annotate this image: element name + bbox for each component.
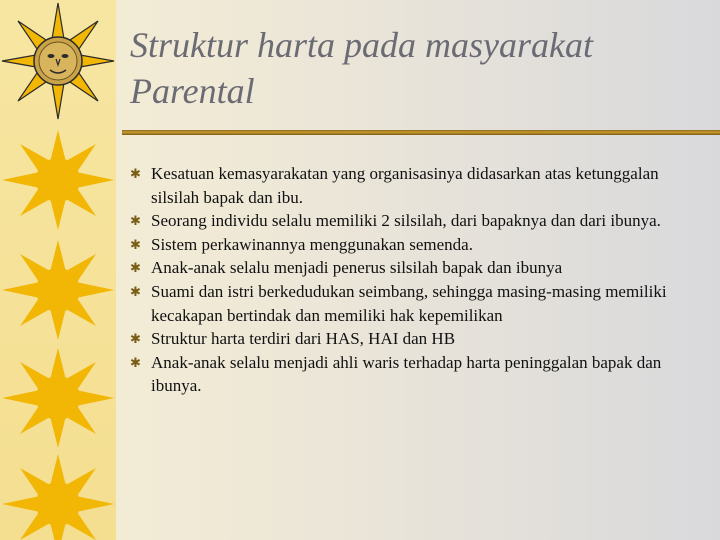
- bullet-text: Kesatuan kemasyarakatan yang organisasinya didasarkan atas ketunggalan silsilah bapak dan ibu.: [151, 164, 659, 207]
- bullet-text: Sistem perkawinannya menggunakan semenda.: [151, 234, 473, 254]
- slide-title: Struktur harta pada masyarakat Parental: [130, 25, 593, 111]
- decorative-sidebar: [0, 0, 116, 540]
- bullet-text: Struktur harta terdiri dari HAS, HAI dan HB: [151, 329, 456, 349]
- bullet-text: Suami dan istri berkedudukan seimbang, sehingga masing-masing memiliki kecakapan bertindak dan memiliki hak kepemilikan: [151, 281, 667, 325]
- sun-face-icon: [0, 0, 116, 122]
- bullet-item: [130, 327, 700, 351]
- sunburst-icon: [0, 346, 116, 450]
- sunburst-icon: [0, 238, 116, 342]
- bullet-item: [130, 162, 700, 209]
- star-bullet-icon: ✱: [130, 331, 141, 347]
- star-bullet-icon: ✱: [130, 236, 141, 252]
- bullet-list: [130, 162, 700, 398]
- bullet-item: [130, 256, 700, 280]
- sunburst-icon: [0, 128, 116, 232]
- bullet-text: Seorang individu selalu memiliki 2 silsilah, dari bapaknya dan dari ibunya.: [151, 211, 661, 231]
- star-bullet-icon: ✱: [130, 283, 141, 299]
- star-bullet-icon: ✱: [130, 213, 141, 229]
- title-divider: [122, 130, 720, 135]
- bullet-text: Anak-anak selalu menjadi ahli waris terhadap harta peninggalan bapak dan ibunya.: [151, 352, 662, 396]
- star-bullet-icon: ✱: [130, 354, 141, 370]
- bullet-text: Anak-anak selalu menjadi penerus silsilah bapak dan ibunya: [151, 258, 563, 278]
- bullet-item: [130, 280, 700, 327]
- star-bullet-icon: ✱: [130, 166, 141, 181]
- bullet-item: [130, 233, 700, 257]
- bullet-item: [130, 351, 700, 398]
- star-bullet-icon: ✱: [130, 260, 141, 276]
- sunburst-icon: [0, 452, 116, 540]
- bullet-item: [130, 209, 700, 233]
